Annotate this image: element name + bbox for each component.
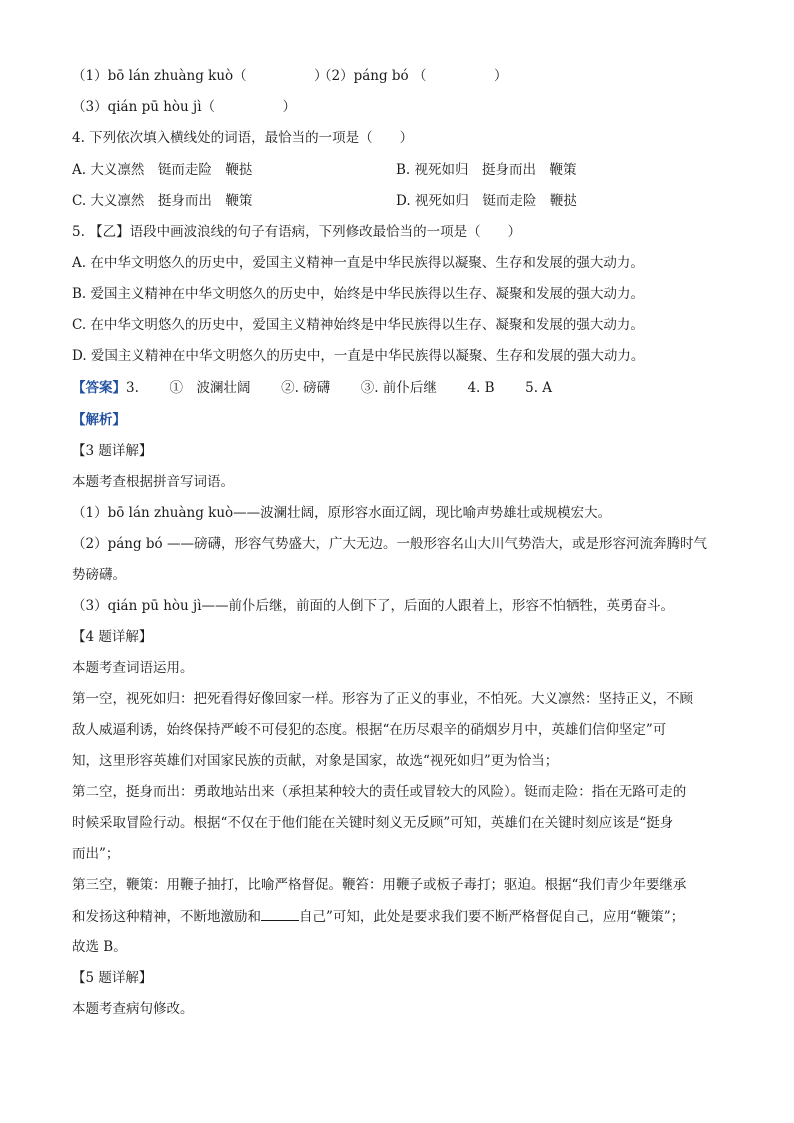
q4-option-d: D. 视死如归 铤而走险 鞭挞 — [396, 193, 577, 209]
q5-option-c: C. 在中华文明悠久的历史中，爱国主义精神始终是中华民族得以生存、凝聚和发展的强大动力。 — [72, 317, 644, 333]
answer-label: 【答案】 — [72, 380, 126, 396]
pinyin-item-1: （1）bō lán zhuàng kuò（ ） — [72, 68, 328, 84]
section-5-heading: 【5 题详解】 — [72, 970, 153, 986]
section-4-blank1-line-b: 敌人威逼利诱，始终保持严峻不可侵犯的态度。根据“在历尽艰辛的硝烟岁月中，英雄们信仰坚定”可 — [72, 722, 667, 738]
answer-5: 5. A — [525, 380, 553, 396]
blank3-text-after: 自己”可知，此处是要求我们要不断严格督促自己，应用“鞭策”； — [299, 909, 685, 925]
section-3-heading: 【3 题详解】 — [72, 443, 153, 459]
section-3-line-2a: （2）páng bó ——磅礴，形容气势盛大，广大无边。一般形容名山大川气势浩大，或是形容河流奔腾时气 — [72, 536, 707, 552]
section-4-blank3-line-b — [72, 906, 722, 927]
answer-3-1: ① 波澜壮阔 — [169, 380, 251, 396]
section-3-line-3: （3）qián pū hòu jì——前仆后继，前面的人倒下了，后面的人跟着上，形容不怕牺牲，英勇奋斗。 — [72, 598, 675, 614]
answer-3-2: ②. 磅礴 — [281, 380, 331, 396]
blank3-text-before: 和发扬这种精神，不断地激励和 — [72, 909, 261, 925]
section-3-line-2b: 势磅礴。 — [72, 567, 126, 583]
section-4-blank3-line-a: 第三空，鞭策：用鞭子抽打，比喻严格督促。鞭笞：用鞭子或板子毒打；驱迫。根据“我们青少年要继承 — [72, 877, 687, 893]
analysis-label: 【解析】 — [72, 412, 126, 428]
question-5-stem: 5. 【乙】语段中画波浪线的句子有语病，下列修改最恰当的一项是（ ） — [72, 224, 522, 240]
section-4-blank2-line-b: 时候采取冒险行动。根据“不仅在于他们能在关键时刻义无反顾”可知，英雄们在关键时刻应该是“挺身 — [72, 815, 674, 831]
question-4-stem: 4. 下列依次填入横线处的词语，最恰当的一项是（ ） — [72, 130, 414, 146]
answer-4: 4. B — [467, 380, 495, 396]
section-4-conclusion: 故选 B。 — [72, 939, 127, 955]
section-3-intro: 本题考查根据拼音写词语。 — [72, 474, 234, 490]
q4-option-b: B. 视死如归 挺身而出 鞭策 — [396, 162, 577, 178]
pinyin-item-3: （3）qián pū hòu jì（ ） — [72, 99, 297, 115]
fill-blank-underline — [261, 906, 299, 921]
section-4-blank1-line-c: 知，这里形容英雄们对国家民族的贡献，对象是国家，故选“视死如归”更为恰当； — [72, 753, 559, 769]
q4-option-c: C. 大义凛然 挺身而出 鞭策 — [72, 193, 253, 209]
q5-option-a: A. 在中华文明悠久的历史中，爱国主义精神一直是中华民族得以凝聚、生存和发展的强大动力。 — [72, 255, 644, 271]
q5-option-b: B. 爱国主义精神在中华文明悠久的历史中，始终是中华民族得以生存、凝聚和发展的强大动力。 — [72, 286, 645, 302]
section-4-heading: 【4 题详解】 — [72, 629, 153, 645]
q4-option-a: A. 大义凛然 铤而走险 鞭挞 — [72, 162, 253, 178]
section-3-line-1: （1）bō lán zhuàng kuò——波澜壮阔，原形容水面辽阔，现比喻声势雄壮或规模宏大。 — [72, 505, 612, 521]
section-4-blank2-line-a: 第二空，挺身而出：勇敢地站出来（承担某种较大的责任或冒较大的风险）。铤而走险：指在无路可走的 — [72, 784, 687, 800]
section-4-intro: 本题考查词语运用。 — [72, 660, 194, 676]
answer-3-3: ③. 前仆后继 — [360, 380, 437, 396]
q5-option-d: D. 爱国主义精神在中华文明悠久的历史中，一直是中华民族得以凝聚、生存和发展的强大动力。 — [72, 348, 645, 364]
answer-q3-number: 3. — [126, 380, 139, 396]
pinyin-item-2: （2）páng bó （ ） — [318, 68, 508, 84]
section-4-blank1-line-a: 第一空，视死如归：把死看得好像回家一样。形容为了正义的事业，不怕死。大义凛然：坚持正义，不顾 — [72, 691, 693, 707]
section-4-blank2-line-c: 而出”； — [72, 846, 120, 862]
answer-line — [72, 378, 722, 398]
section-5-intro: 本题考查病句修改。 — [72, 1001, 194, 1017]
